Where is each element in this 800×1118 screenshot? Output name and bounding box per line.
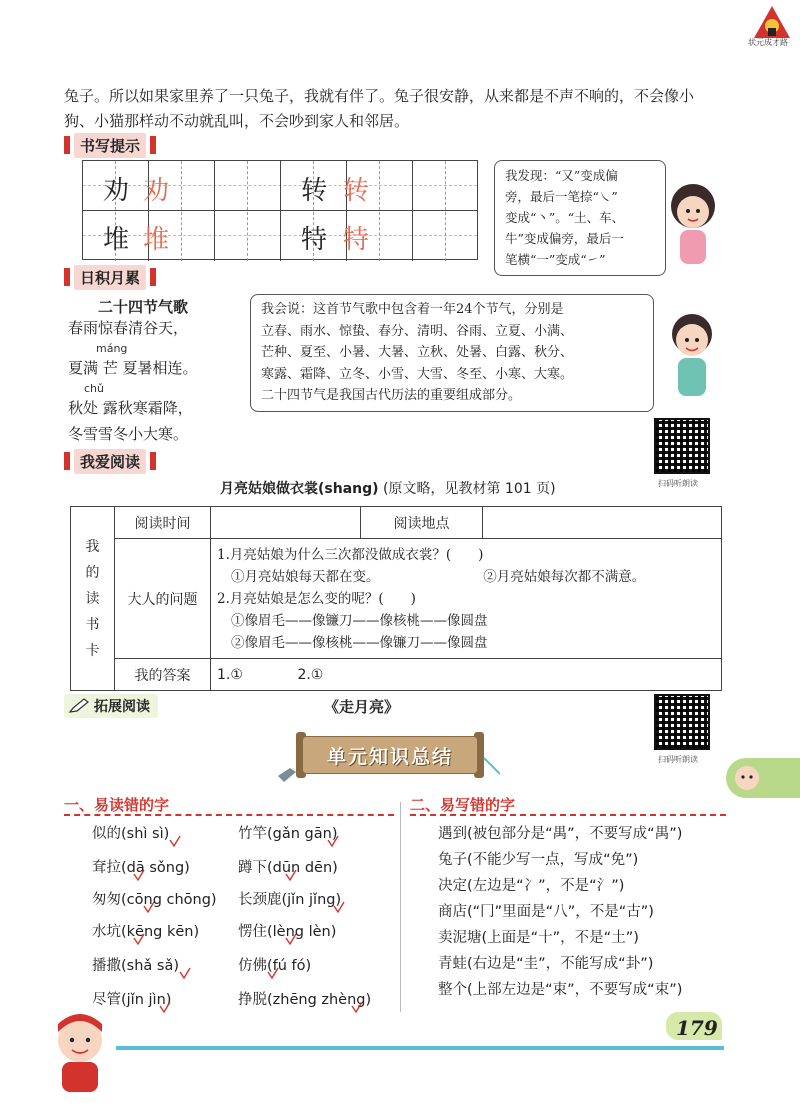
section-title: 我爱阅读 bbox=[74, 449, 146, 474]
col2-underline bbox=[410, 814, 726, 816]
side-char: 的 bbox=[85, 564, 100, 581]
book-title: 月亮姑娘做衣裳(shang) bbox=[220, 481, 379, 497]
reading-book-title bbox=[220, 478, 556, 498]
bubble-line: 二十四节气是我国古代历法的重要组成部分。 bbox=[261, 388, 522, 403]
unit-summary-banner bbox=[278, 728, 500, 782]
section-title: 日积月累 bbox=[74, 265, 146, 290]
bubble-line: 变成“丶”。“土、车、 bbox=[505, 210, 625, 225]
qr-code[interactable] bbox=[654, 418, 710, 474]
question-2: 2.月亮姑娘是怎么变的呢？( ) bbox=[217, 590, 416, 607]
section-title: 书写提示 bbox=[74, 133, 146, 158]
option: ②像眉毛——像核桃——像镰刀——像圆盘 bbox=[231, 634, 488, 651]
qr-code[interactable] bbox=[654, 694, 710, 750]
time-value[interactable] bbox=[211, 507, 361, 539]
answer-label: 我的答案 bbox=[115, 659, 211, 691]
extend-title: 拓展阅读 bbox=[94, 699, 150, 715]
word-item: 蹲下(dūn dēn) bbox=[238, 860, 338, 876]
extend-reading-tag bbox=[64, 694, 158, 718]
col2-title: 二、易写错的字 bbox=[410, 796, 516, 814]
question-label: 大人的问题 bbox=[115, 539, 211, 659]
card-side-label bbox=[71, 507, 115, 691]
pinyin-annotation: máng bbox=[96, 342, 128, 355]
trace-char: 特 bbox=[342, 225, 369, 255]
bubble-line: 旁，最后一笔捺“㇏” bbox=[505, 189, 618, 204]
pencil-icon bbox=[68, 698, 90, 714]
book-note: (原文略，见教材第 101 页) bbox=[383, 481, 556, 497]
poem-line: 冬雪雪冬小大寒。 bbox=[68, 425, 189, 443]
word-item: 竹竿(gǎn gān) bbox=[238, 826, 338, 842]
grid-cell bbox=[248, 161, 281, 261]
grid-cell bbox=[215, 161, 248, 261]
tag-bar bbox=[150, 268, 156, 286]
bubble-line: 牛”变成偏旁，最后一 bbox=[505, 231, 624, 246]
word-item: 愣住(lèng lèn) bbox=[238, 924, 337, 940]
answer-value bbox=[211, 659, 722, 691]
word-item: 整个(上部左边是“束”，不要写成“束”) bbox=[438, 982, 683, 998]
section-reading bbox=[64, 448, 156, 474]
side-char: 卡 bbox=[85, 642, 100, 659]
option: ①月亮姑娘每天都在变。 bbox=[231, 568, 380, 585]
mascot-illustration-icon bbox=[40, 1010, 120, 1094]
word-item: 青蛙(右边是“圭”，不能写成“卦”) bbox=[438, 956, 654, 972]
model-char: 堆 bbox=[102, 225, 129, 255]
footer-line bbox=[116, 1046, 724, 1050]
intro-paragraph bbox=[64, 84, 754, 134]
answer-1: 1.① bbox=[217, 666, 243, 683]
side-char: 读 bbox=[85, 590, 100, 607]
check-mark-icon bbox=[180, 968, 190, 978]
word-item: 兔子(不能少写一点，写成“免”) bbox=[438, 852, 639, 868]
word-item: 播撒(shǎ sǎ) bbox=[92, 958, 179, 974]
col1-underline bbox=[64, 814, 394, 816]
bubble-line: 笔横“一”变成“㇀” bbox=[505, 252, 606, 267]
word-item: 遇到(被包部分是“禺”，不要写成“禺”) bbox=[438, 826, 683, 842]
boy-illustration-icon bbox=[664, 308, 720, 400]
model-char: 特 bbox=[300, 225, 327, 255]
tag-bar bbox=[64, 452, 70, 470]
intro-line: 兔子。所以如果家里养了一只兔子，我就有伴了。兔子很安静，从来都是不声不响的，不会像小 bbox=[64, 87, 695, 105]
place-label: 阅读地点 bbox=[361, 507, 483, 539]
question-block bbox=[211, 539, 722, 659]
tip-bubble bbox=[494, 160, 666, 276]
poem-line: 夏满 芒 夏暑相连。 bbox=[68, 359, 198, 377]
bubble-line: 我发现：“又”变成偏 bbox=[505, 168, 618, 183]
word-item: 耷拉(dā sǒng) bbox=[92, 860, 190, 876]
poem-title: 二十四节气歌 bbox=[98, 298, 189, 316]
word-item: 仿佛(fú fó) bbox=[238, 958, 312, 974]
tag-bar bbox=[150, 136, 156, 154]
grid-cell bbox=[413, 161, 446, 261]
time-label: 阅读时间 bbox=[115, 507, 211, 539]
side-char: 我 bbox=[85, 538, 100, 555]
tag-bar bbox=[150, 452, 156, 470]
word-item: 匆匆(cōng chōng) bbox=[92, 892, 217, 908]
mascot-face-icon bbox=[732, 762, 762, 794]
answer-2: 2.① bbox=[297, 666, 324, 683]
girl-illustration-icon bbox=[668, 178, 718, 268]
side-char: 书 bbox=[85, 616, 100, 633]
model-char: 转 bbox=[300, 176, 327, 206]
intro-line: 狗、小猫那样动不动就乱叫，不会吵到家人和邻居。 bbox=[64, 112, 410, 130]
bubble-line: 我会说：这首节气歌中包含着一年24个节气，分别是 bbox=[261, 302, 564, 317]
tag-bar bbox=[64, 136, 70, 154]
trace-char: 堆 bbox=[142, 225, 169, 255]
trace-char: 转 bbox=[342, 176, 369, 206]
trace-char: 劝 bbox=[142, 176, 169, 206]
solar-terms-bubble bbox=[250, 294, 654, 412]
bubble-line: 芒种、夏至、小暑、大暑、立秋、处暑、白露、秋分、 bbox=[261, 345, 574, 360]
word-item: 似的(shì sì) bbox=[92, 826, 170, 842]
bubble-line: 立春、雨水、惊蛰、春分、清明、谷雨、立夏、小满、 bbox=[261, 323, 574, 339]
side-tab bbox=[726, 758, 800, 798]
word-item: 尽管(jǐn jìn) bbox=[92, 992, 172, 1008]
qr-label: 扫码听朗读 bbox=[658, 479, 698, 488]
banner-title: 单元知识总结 bbox=[326, 746, 453, 768]
logo-text: 状元成才路 bbox=[748, 38, 788, 47]
tag-bar bbox=[64, 268, 70, 286]
model-char: 劝 bbox=[102, 176, 129, 206]
section-writing-tips bbox=[64, 132, 156, 158]
check-mark-icon bbox=[170, 836, 180, 846]
bubble-line: 寒露、霜降、立冬、小雪、大雪、冬至、小寒、大寒。 bbox=[261, 366, 574, 382]
section-daily bbox=[64, 264, 156, 290]
option: ①像眉毛——像镰刀——像核桃——像圆盘 bbox=[231, 612, 488, 629]
poem-line: 秋处 露秋寒霜降， bbox=[68, 399, 193, 417]
word-item: 卖泥塘(上面是“十”，不是“土”) bbox=[438, 930, 639, 946]
word-item: 挣脱(zhēng zhèng) bbox=[238, 992, 372, 1008]
page-number: 179 bbox=[676, 1016, 718, 1040]
poem-line: 春雨惊春清谷天， bbox=[68, 319, 189, 337]
question-1: 1.月亮姑娘为什么三次都没做成衣裳？( ) bbox=[217, 546, 484, 563]
word-item: 商店(“冂”里面是“八”，不是“古”) bbox=[438, 904, 654, 920]
place-value[interactable] bbox=[483, 507, 722, 539]
pinyin-annotation: chǔ bbox=[84, 382, 104, 395]
extend-book: 《走月亮》 bbox=[324, 698, 400, 716]
word-item: 长颈鹿(jǐn jǐng) bbox=[238, 892, 342, 908]
word-item: 决定(左边是“冫”，不是“氵”) bbox=[438, 878, 625, 894]
col1-title: 一、易读错的字 bbox=[64, 796, 170, 814]
question-1-options bbox=[217, 566, 715, 588]
qr-label: 扫码听朗读 bbox=[658, 755, 698, 764]
column-divider bbox=[400, 802, 401, 1012]
word-item: 水坑(kēng kēn) bbox=[92, 924, 200, 940]
reading-card bbox=[70, 506, 722, 691]
option: ②月亮姑娘每次都不满意。 bbox=[483, 568, 646, 585]
writing-grid bbox=[82, 160, 478, 260]
